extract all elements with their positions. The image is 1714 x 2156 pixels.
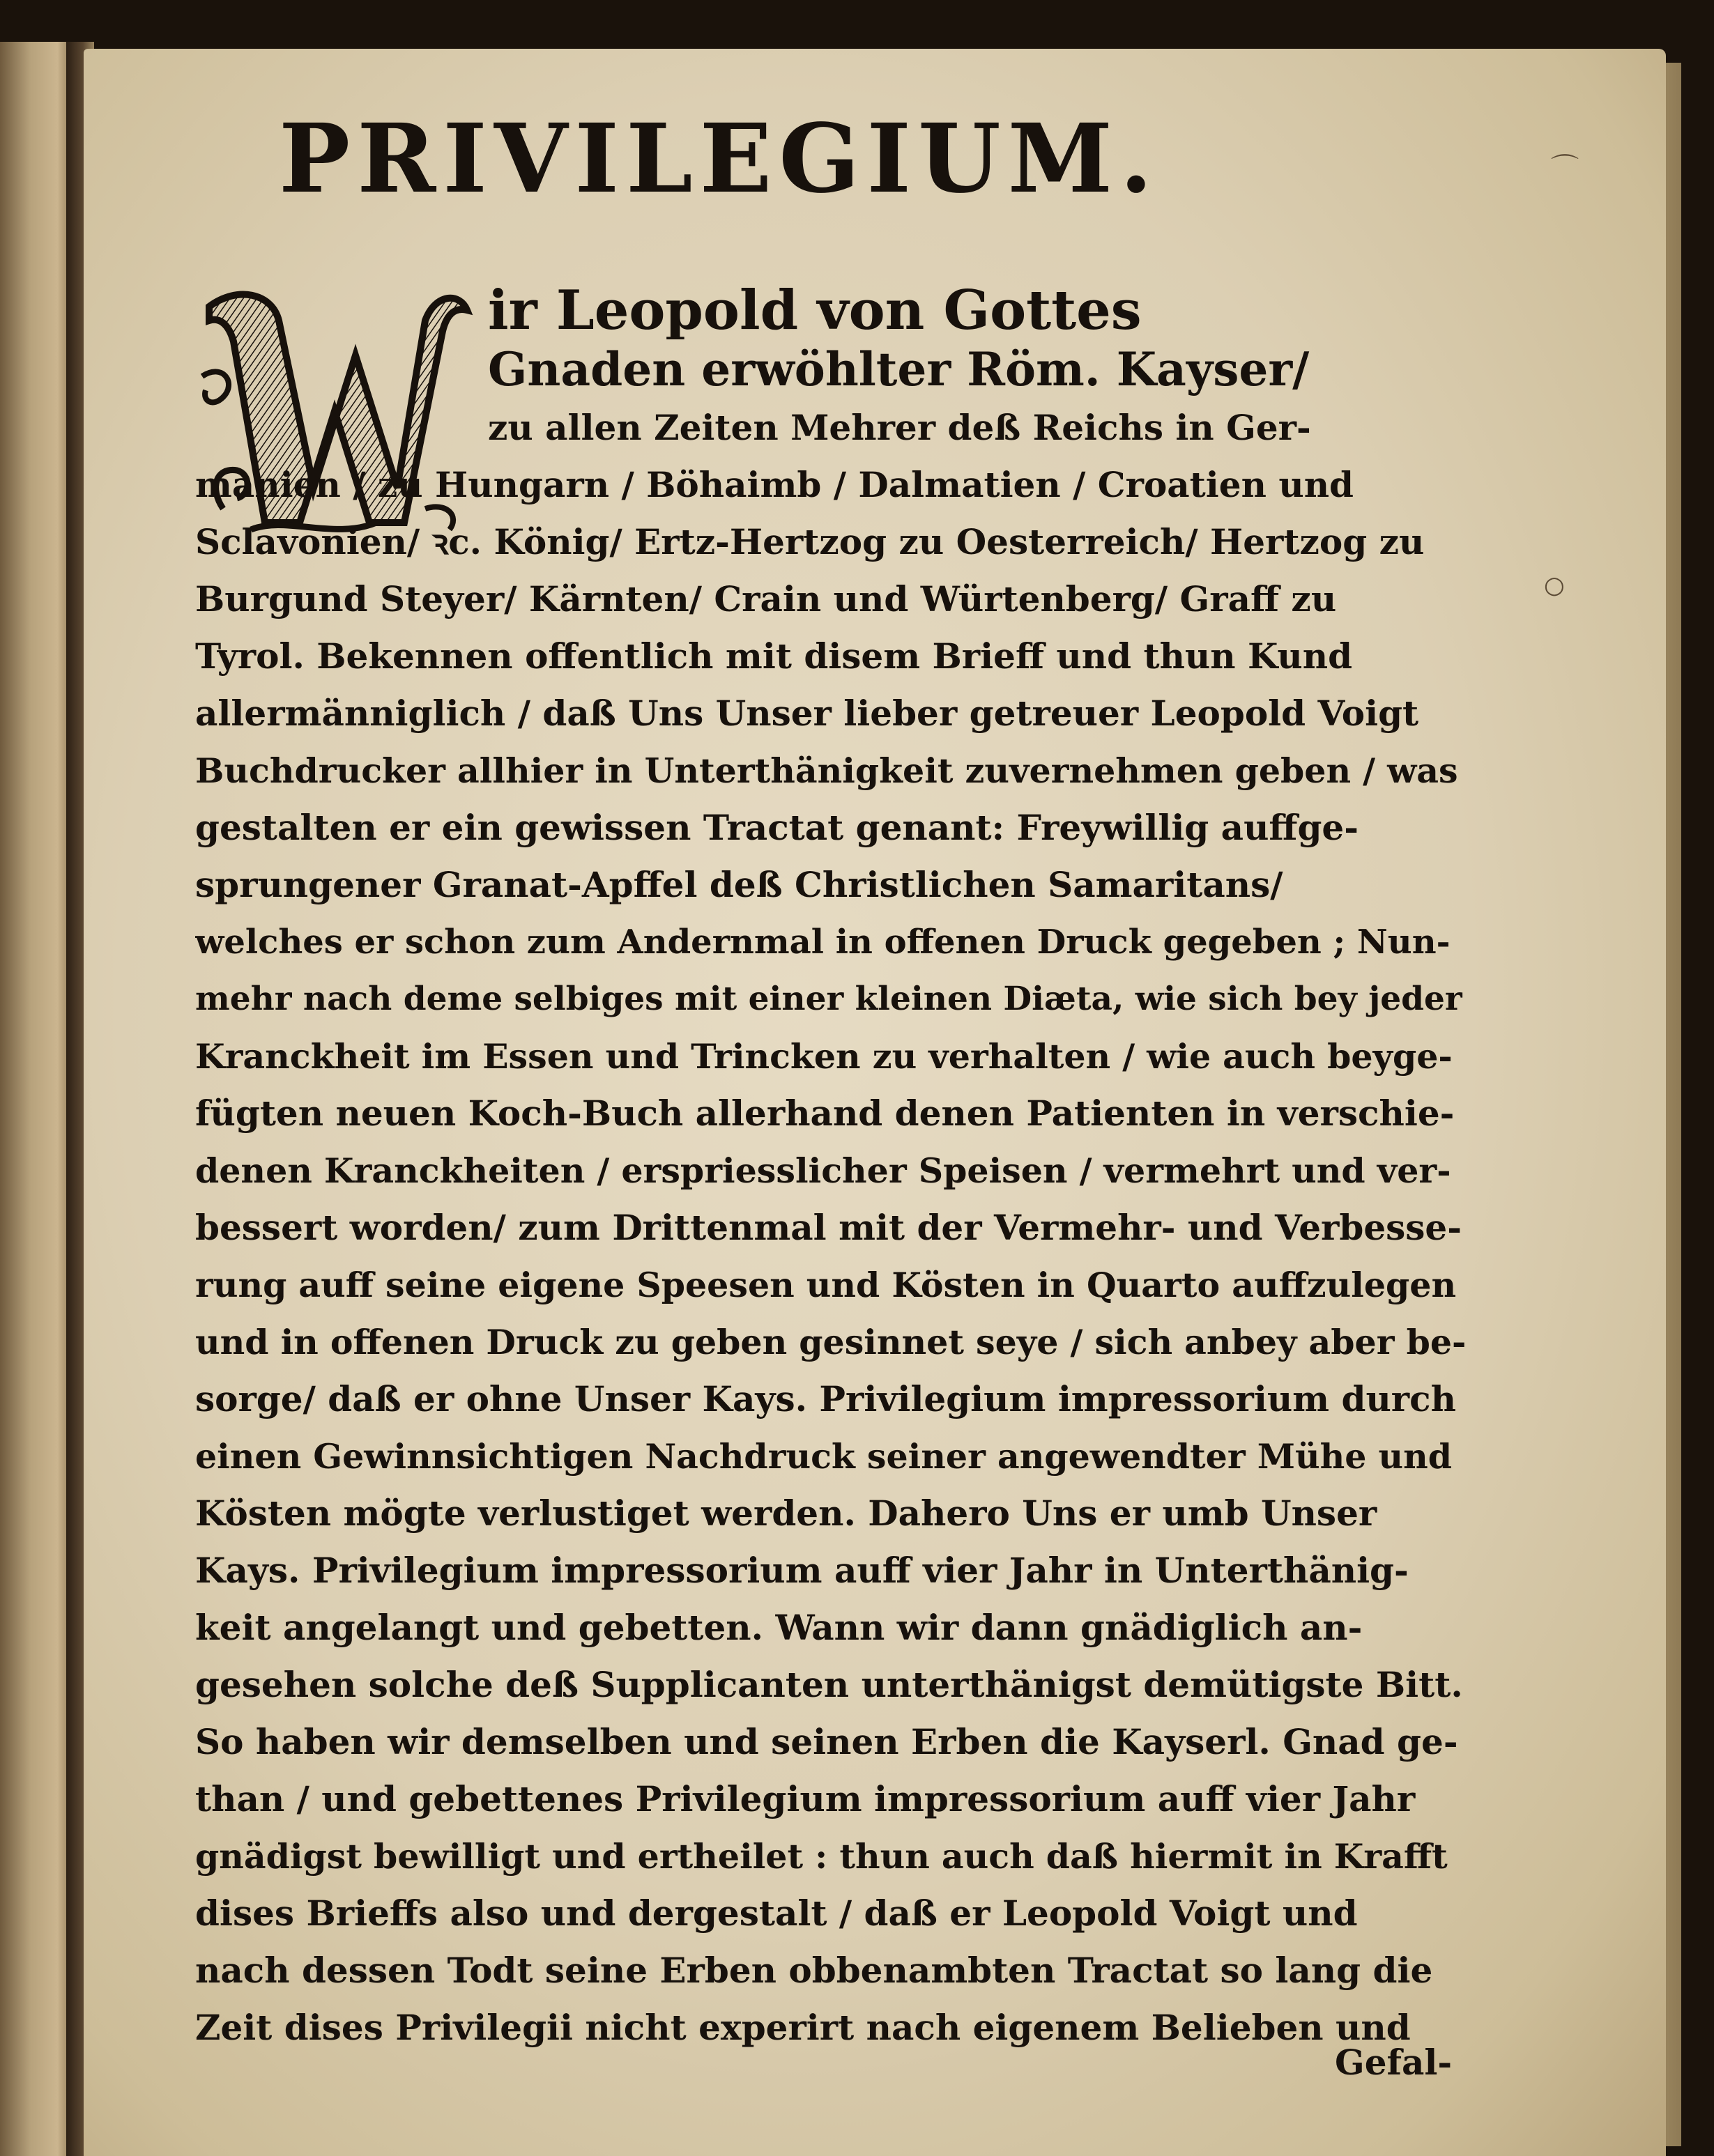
- privilege-text: [195, 282, 1471, 2056]
- text-line: gnädigst bewilligt und ertheilet : thun auch daß hiermit in Krafft: [195, 1836, 1448, 1877]
- page-title: PRIVILEGIUM.: [279, 103, 1160, 215]
- text-line: fügten neuen Koch-Buch allerhand denen Patienten in verschie-: [195, 1093, 1455, 1134]
- text-line: Tyrol. Bekennen offentlich mit disem Brieff und thun Kund: [195, 636, 1353, 677]
- text-line: welches er schon zum Andernmal in offenen Druck gegeben ; Nun-: [195, 923, 1451, 962]
- text-line: Sclavonien/ ꝛc. König/ Ertz-Hertzog zu Oesterreich/ Hertzog zu: [195, 521, 1425, 562]
- text-line: Buchdrucker allhier in Unterthänigkeit zuvernehmen geben / was: [195, 750, 1458, 791]
- text-line: einen Gewinnsichtigen Nachdruck seiner angewendter Mühe und: [195, 1436, 1452, 1477]
- text-line: gesehen solche deß Supplicanten unterthänigst demütigste Bitt.: [195, 1664, 1463, 1705]
- left-page-edge: [0, 42, 77, 2156]
- text-line: rung auff seine eigene Speesen und Kösten in Quarto auffzulegen: [195, 1265, 1457, 1305]
- text-line: manien / zu Hungarn / Böhaimb / Dalmatien / Croatien und: [195, 464, 1354, 505]
- text-line: gestalten er ein gewissen Tractat genant: Freywillig auffge-: [195, 807, 1359, 848]
- text-line: denen Kranckheiten / erspriesslicher Speisen / vermehrt und ver-: [195, 1150, 1451, 1191]
- text-line: than / und gebettenes Privilegium impressorium auff vier Jahr: [195, 1778, 1416, 1819]
- text-line: Kranckheit im Essen und Trincken zu verhalten / wie auch beyge-: [195, 1036, 1453, 1077]
- text-line: und in offenen Druck zu geben gesinnet seye / sich anbey aber be-: [195, 1322, 1467, 1362]
- text-line: zu allen Zeiten Mehrer deß Reichs in Ger-: [488, 407, 1311, 448]
- margin-mark-circle: ○: [1544, 571, 1565, 599]
- text-line: allermänniglich / daß Uns Unser lieber getreuer Leopold Voigt: [195, 693, 1419, 734]
- catchword: Gefal-: [1335, 2042, 1453, 2083]
- text-line: mehr nach deme selbiges mit einer kleinen Diæta, wie sich bey jeder: [195, 980, 1462, 1018]
- text-line: nach dessen Todt seine Erben obbenambten Tractat so lang die: [195, 1950, 1433, 1991]
- text-line: So haben wir demselben und seinen Erben die Kayserl. Gnad ge-: [195, 1721, 1458, 1762]
- text-line: bessert worden/ zum Drittenmal mit der Vermehr- und Verbesse-: [195, 1207, 1462, 1248]
- text-line: sorge/ daß er ohne Unser Kays. Privilegium impressorium durch: [195, 1378, 1456, 1419]
- text-line: Zeit dises Privilegii nicht experirt nach eigenem Belieben und: [195, 2007, 1411, 2048]
- text-line: keit angelangt und gebetten. Wann wir dann gnädiglich an-: [195, 1607, 1363, 1648]
- text-line: Gnaden erwöhlter Röm. Kayser/: [488, 342, 1310, 396]
- text-line: dises Brieffs also und dergestalt / daß er Leopold Voigt und: [195, 1893, 1358, 1934]
- text-line: ir Leopold von Gottes: [488, 282, 1142, 339]
- text-line: Burgund Steyer/ Kärnten/ Crain und Würtenberg/ Graff zu: [195, 578, 1337, 619]
- text-line: Kays. Privilegium impressorium auff vier Jahr in Unterthänig-: [195, 1550, 1409, 1591]
- initial-letter: W: [330, 447, 339, 455]
- text-line: Kösten mögte verlustiget werden. Dahero Uns er umb Unser: [195, 1493, 1377, 1534]
- margin-mark-curl: ⌒: [1551, 153, 1579, 185]
- text-line: sprungener Granat-Apffel deß Christlichen Samaritans/: [195, 864, 1283, 905]
